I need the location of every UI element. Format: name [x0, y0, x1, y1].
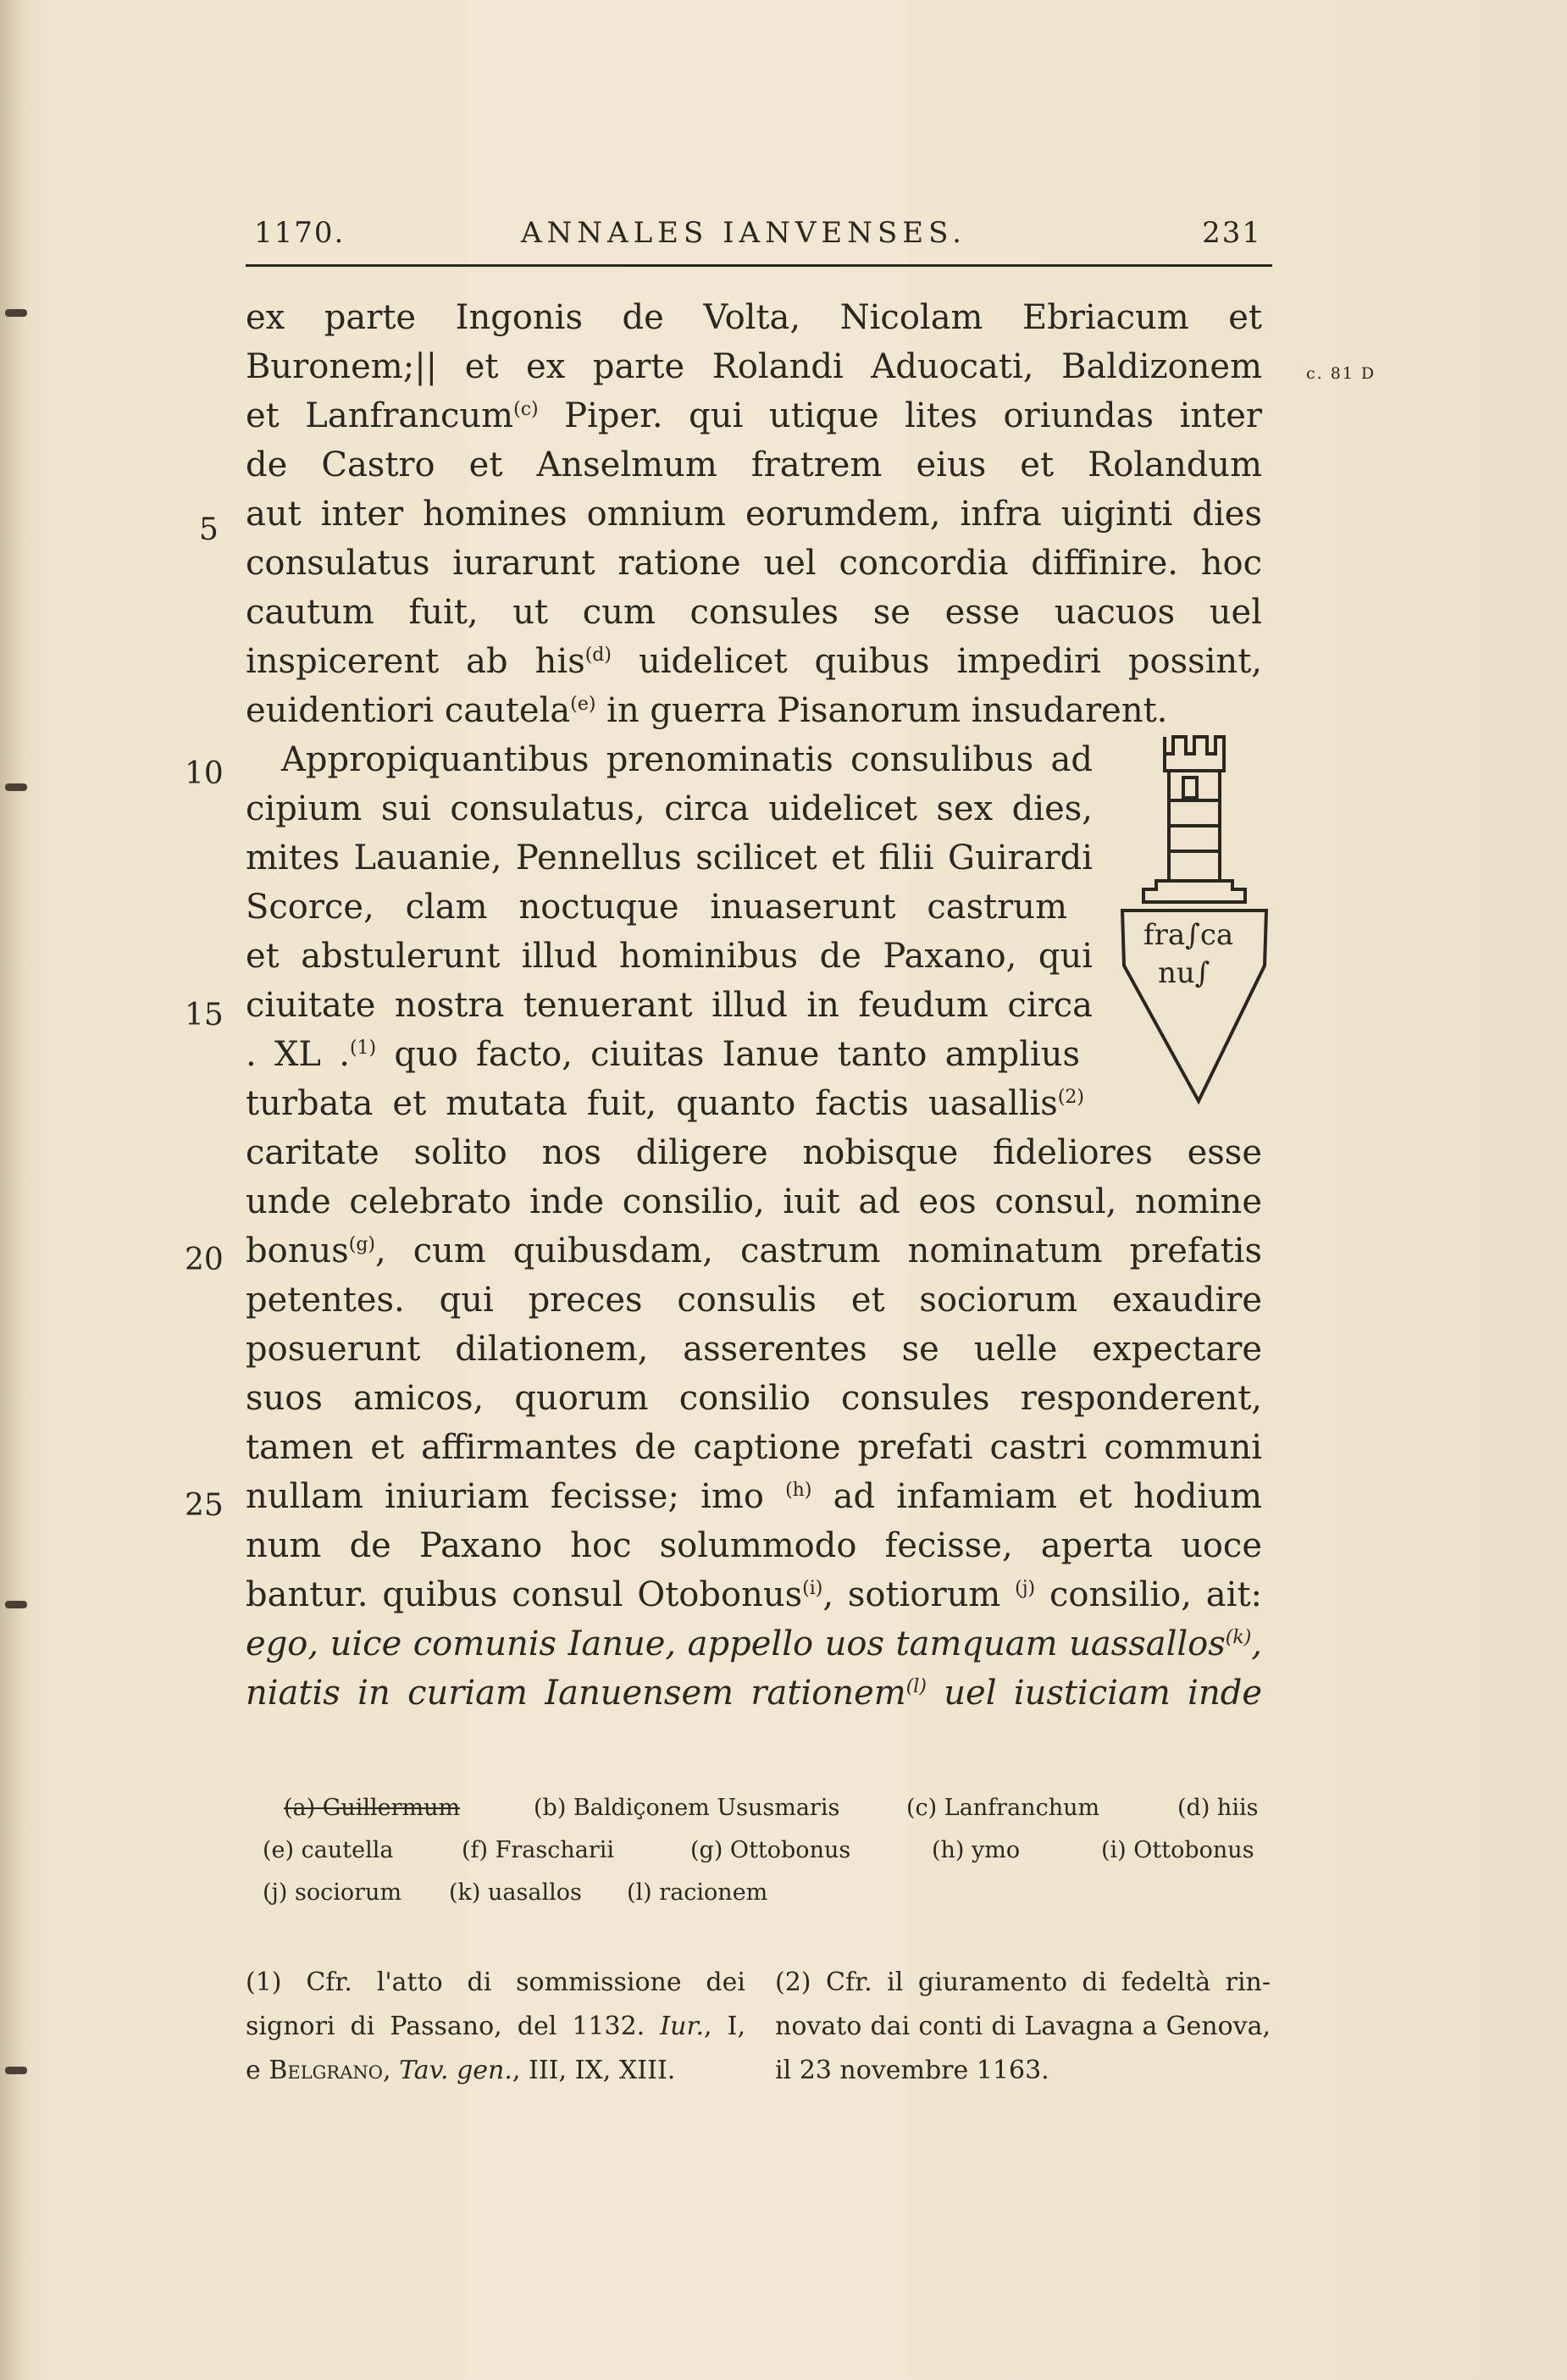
sketch-label: fra∫ca [1143, 918, 1234, 952]
variant-row [263, 1787, 1262, 1829]
text-line: ciuitate nostra tenuerant illud in feudum circa [246, 986, 1093, 1025]
binding-thread [5, 2067, 27, 2074]
variant-note: (c) Lanfranchum [906, 1795, 1100, 1821]
variant-note: (f) Frascharii [462, 1837, 615, 1863]
text-line: tamen et affirmantes de captione prefati castri communi [246, 1428, 1262, 1467]
footnote-line: (2) Cfr. il giuramento di fedeltà rin- [775, 1968, 1271, 1997]
line-number: 10 [185, 756, 224, 791]
text-line: cautum fuit, ut cum consules se esse uacuos uel [246, 593, 1262, 632]
variant-row [263, 1829, 1262, 1872]
binding-thread [5, 783, 27, 791]
sketch-label: nu∫ [1158, 956, 1210, 990]
text-line: nullam iniuriam fecisse; imo $^{(h)}$ ad infamiam et hodium [246, 1477, 1262, 1516]
text-line: Scorce, clam noctuque inuaserunt castrum [246, 888, 1067, 927]
header-title: ANNALES IANVENSES. [521, 216, 966, 250]
footnote-line: signori di Passano, del 1132. Iur., I, [246, 2012, 745, 2041]
text-line: ego, uice comunis Ianue, appello uos tamquam uassallos$^{(k)}$, [246, 1624, 1262, 1663]
footnote-line: e Belgrano, Tav. gen., III, IX, XIII. [246, 2056, 676, 2085]
text-line: cipium sui consulatus, circa uidelicet sex dies, [246, 789, 1093, 828]
text-line: turbata et mutata fuit, quanto factis uasallis$^{(2)}$ [246, 1084, 1084, 1123]
line-number: 25 [185, 1488, 224, 1523]
text-line: caritate solito nos diligere nobisque fideliores esse [246, 1133, 1262, 1172]
page-number: 231 [1202, 216, 1262, 250]
text-line: unde celebrato inde consilio, iuit ad eos consul, nomine [246, 1182, 1262, 1221]
variant-note: (a) Guillermum [284, 1795, 461, 1821]
text-line: de Castro et Anselmum fratrem eius et Rolandum [246, 446, 1262, 484]
textual-variants [263, 1787, 1262, 1914]
footnote-1 [246, 1961, 745, 2093]
text-line: . XL .$^{(1)}$ quo facto, ciuitas Ianue tanto amplius [246, 1035, 1080, 1074]
text-line: euidentiori cautela$^{(e)}$ in guerra Pisanorum insudarent. [246, 691, 1168, 730]
text-line: mites Lauanie, Pennellus scilicet et filii Guirardi [246, 839, 1093, 877]
variant-note: (b) Baldiçonem Ususmaris [534, 1795, 840, 1821]
variant-note: (d) hiis [1177, 1795, 1259, 1821]
text-line: et Lanfrancum$^{(c)}$ Piper. qui utique lites oriundas inter [246, 396, 1262, 435]
header-rule [246, 264, 1272, 267]
variant-note: (i) Ottobonus [1101, 1837, 1254, 1863]
footnote-line: novato dai conti di Lavagna a Genova, [775, 2012, 1271, 2041]
text-line: bantur. quibus consul Otobonus$^{(i)}$, sotiorum $^{(j)}$ consilio, ait: [246, 1575, 1262, 1614]
variant-note: (k) uasallos [449, 1879, 582, 1906]
binding-thread [5, 309, 27, 317]
text-line: niatis in curiam Ianuensem rationem$^{(l)}$ uel iusticiam inde [246, 1674, 1262, 1713]
binding-thread [5, 1601, 27, 1608]
text-line: consulatus iurarunt ratione uel concordia diffinire. hoc [246, 544, 1262, 583]
footnote-2 [775, 1961, 1271, 2093]
footnote-line: (1) Cfr. l'atto di sommissione dei [246, 1968, 745, 1997]
text-line: bonus$^{(g)}$, cum quibusdam, castrum nominatum prefatis [246, 1232, 1262, 1270]
text-line: Appropiquantibus prenominatis consulibus ad [281, 740, 1093, 779]
text-line: Buronem;|| et ex parte Rolandi Aduocati, Baldizonem [246, 347, 1262, 386]
frascarius-castle-sketch [1105, 728, 1287, 1118]
variant-row [263, 1872, 1262, 1914]
variant-note: (g) Ottobonus [690, 1837, 851, 1863]
text-line: inspicerent ab his$^{(d)}$ uidelicet quibus impediri possint, [246, 642, 1262, 681]
running-header [246, 216, 1262, 258]
header-year: 1170. [254, 216, 346, 250]
footnote-line: il 23 novembre 1163. [775, 2056, 1049, 2085]
text-line: posuerunt dilationem, asserentes se uelle expectare [246, 1330, 1262, 1369]
line-number: 15 [185, 998, 224, 1032]
line-number: 5 [199, 512, 219, 547]
variant-note: (l) racionem [627, 1879, 768, 1906]
text-line: suos amicos, quorum consilio consules responderent, [246, 1379, 1262, 1418]
binding-edge [0, 0, 24, 2380]
text-line: et abstulerunt illud hominibus de Paxano, qui [246, 937, 1093, 976]
variant-note: (e) cautella [263, 1837, 394, 1863]
line-number: 20 [185, 1243, 224, 1277]
text-line: aut inter homines omnium eorumdem, infra uiginti dies [246, 495, 1262, 534]
variant-note: (j) sociorum [263, 1879, 402, 1906]
text-line: num de Paxano hoc solummodo fecisse, aperta uoce [246, 1526, 1262, 1565]
text-line: ex parte Ingonis de Volta, Nicolam Ebriacum et [246, 298, 1262, 337]
variant-note: (h) ymo [932, 1837, 1021, 1863]
text-line: petentes. qui preces consulis et sociorum exaudire [246, 1281, 1262, 1320]
margin-note: c. 81 D [1306, 364, 1376, 383]
